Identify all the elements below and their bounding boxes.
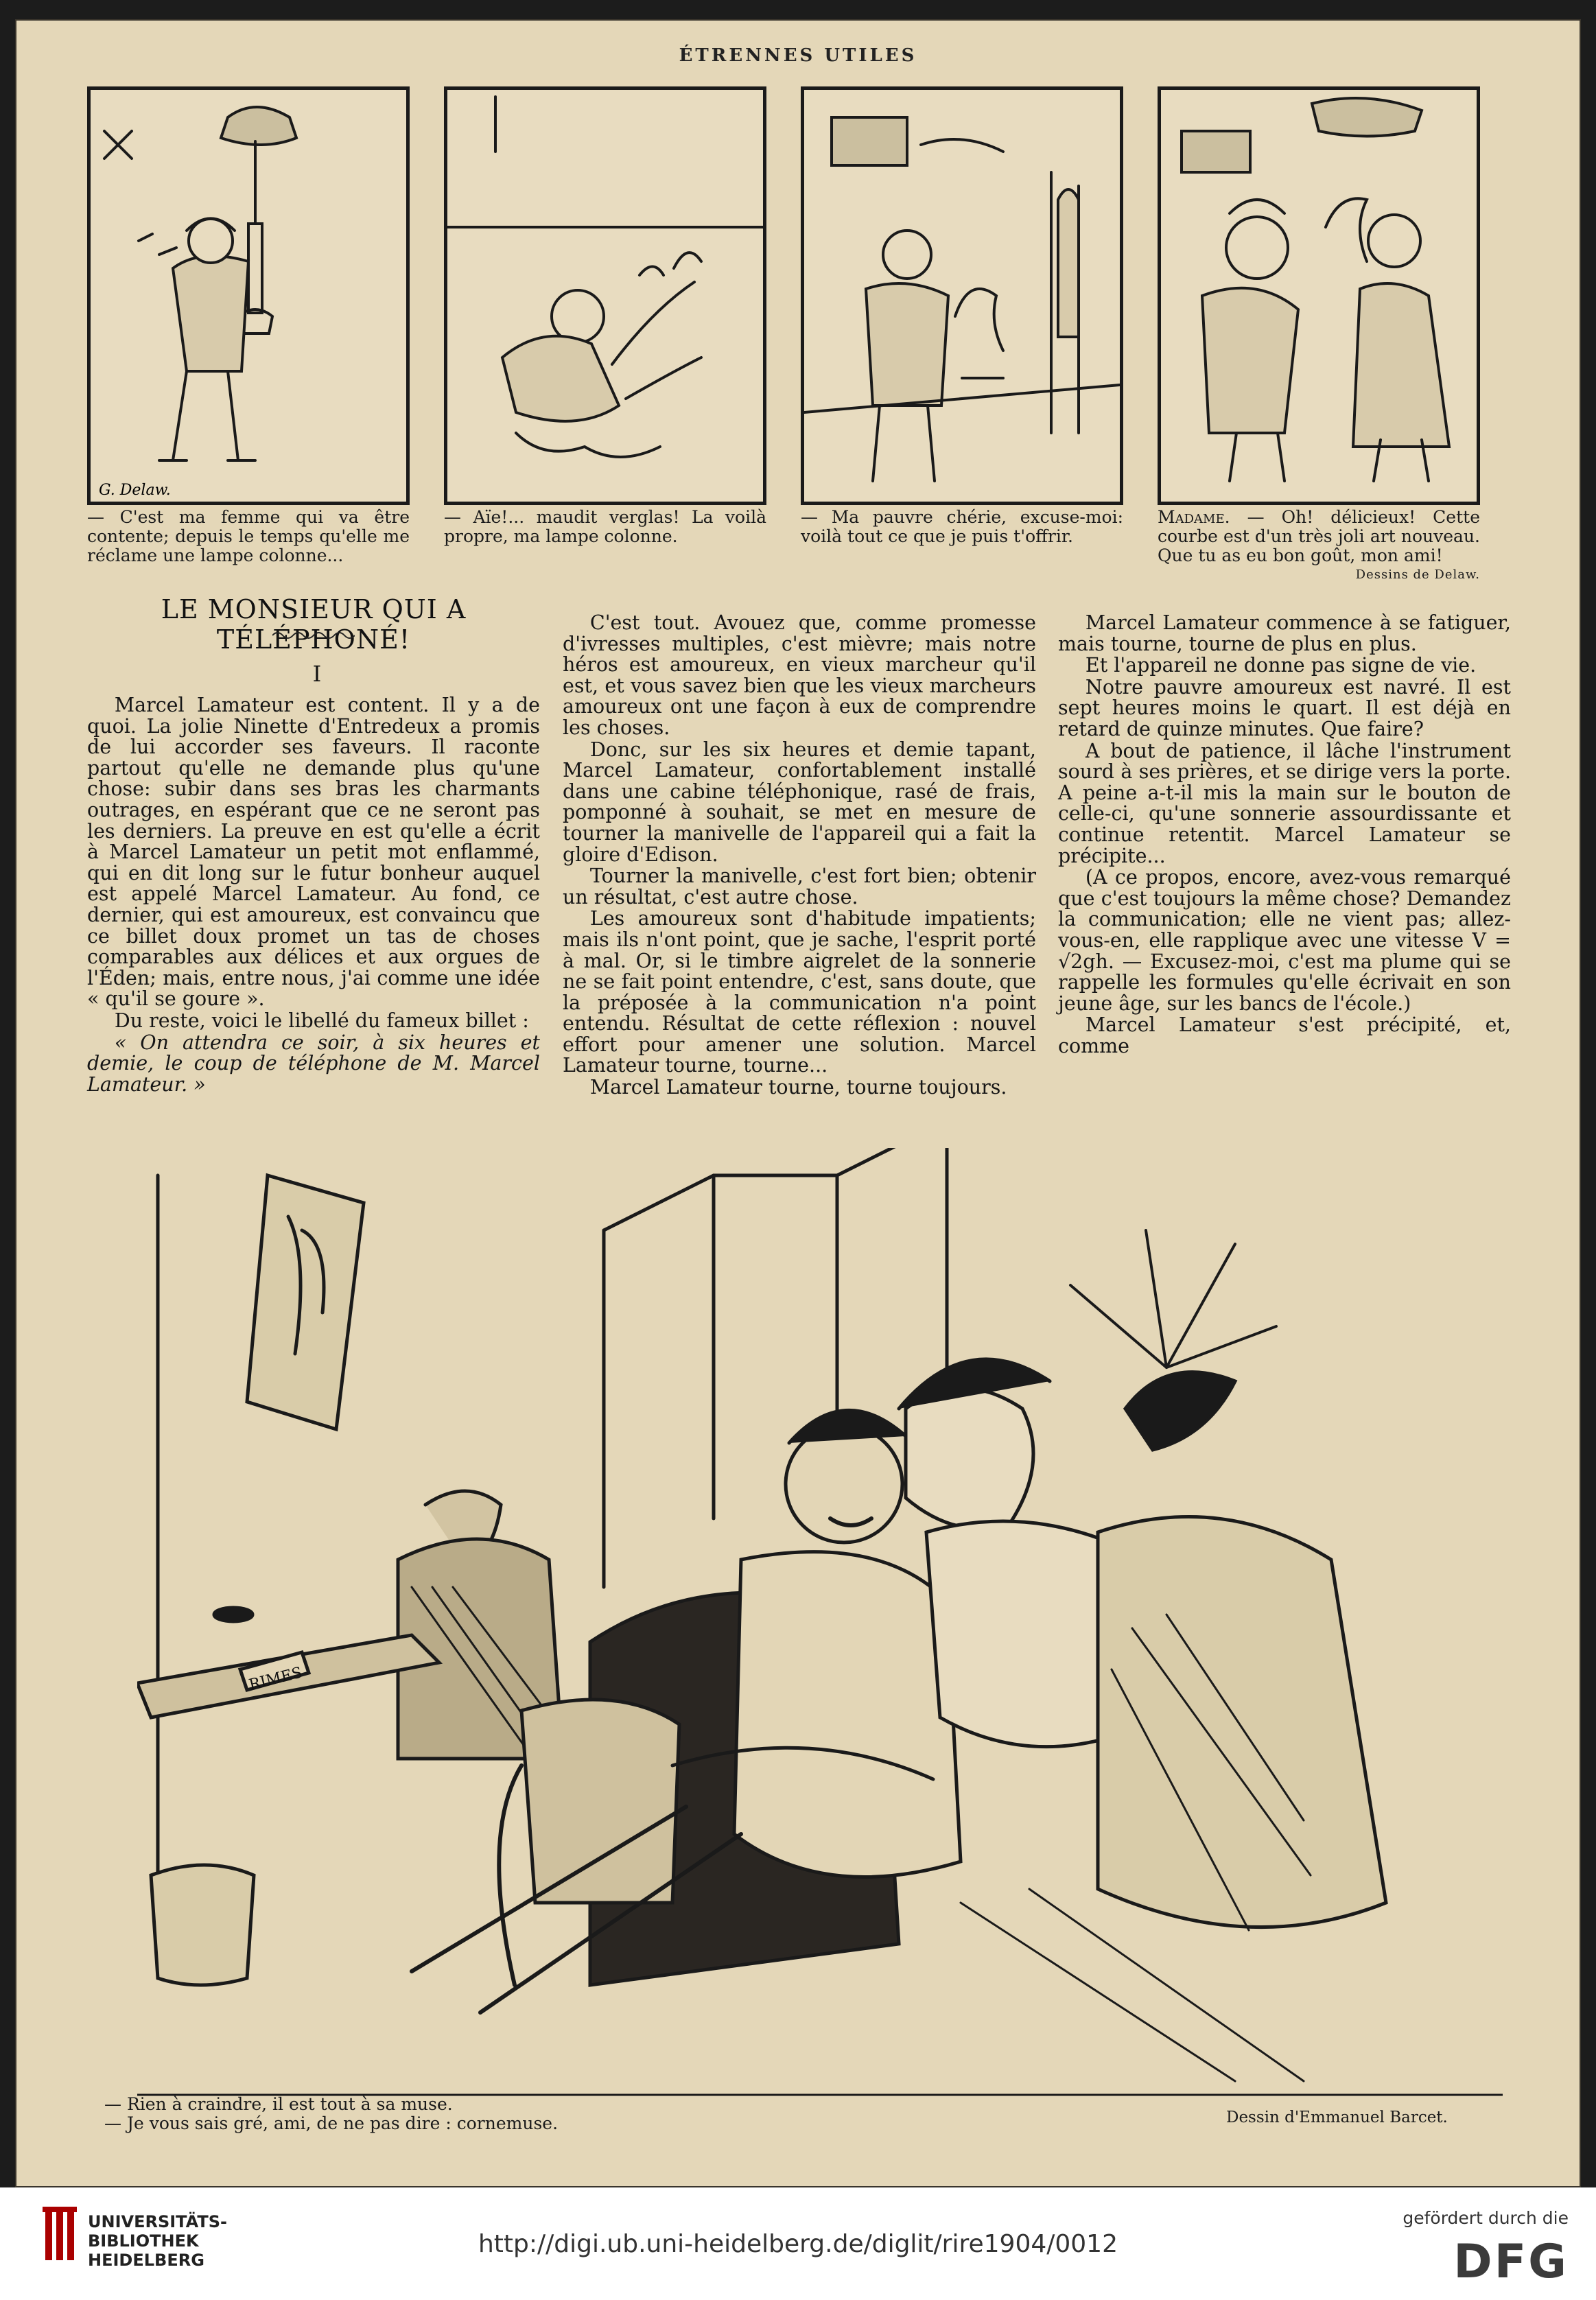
scanned-page [15, 19, 1581, 2187]
comic-panel-4 [1158, 86, 1480, 505]
col3-paragraph: Et l'appareil ne donne pas signe de vie. [1085, 654, 1477, 677]
col3-paragraph: (A ce propos, encore, avez-vous remarqué que c'est toujours la même chose? Demandez la communication; elle ne vient pas; allez-vous-en, elle rapplique avec une vitesse V = √2gh. — Excusez-moi, c'est ma plume qui se rappelle les formules qu'elle écrivait en son jeune âge, sur les bancs de l'école.) [1058, 866, 1511, 1015]
panel-4-caption-text: — Oh! délicieux! Cette courbe est d'un très joli art nouveau. Que tu as eu bon goût, mon ami! [1158, 507, 1480, 565]
col3-paragraph: Notre pauvre amoureux est navré. Il est sept heures moins le quart. Il est déjà en retard de quinze minutes. Que faire? [1058, 675, 1511, 740]
col2-paragraph: Donc, sur les six heures et demie tapant, Marcel Lamateur, confortablement installé dans une cabine téléphonique, rasé de frais, pomponné à souhait, se met en mesure de tourner la manivelle de l'appareil qui a fait la gloire d'Edison. [563, 738, 1036, 866]
illustration-drawing [137, 1148, 1503, 2119]
panel-3-drawing [804, 90, 1120, 502]
title-ornament [272, 629, 355, 642]
panel-1-drawing [91, 90, 406, 502]
funding-label: gefördert durch die [1403, 2208, 1569, 2228]
panel-4-drawing [1161, 90, 1477, 502]
panel-1-caption: — C'est ma femme qui va être contente; depuis le temps qu'elle me réclame une lampe colonne... [87, 507, 410, 565]
comic-panel-2 [444, 86, 766, 505]
col2-paragraph: Marcel Lamateur tourne, tourne toujours. [589, 1076, 1007, 1099]
section-number: I [312, 661, 322, 687]
article-column-1 [87, 695, 540, 1096]
article-column-3 [1058, 613, 1511, 1057]
comic-panel-1 [87, 86, 410, 505]
footer-bar [0, 2187, 1596, 2300]
col2-paragraph: Les amoureux sont d'habitude impatients; mais ils n'ont point, que je sache, l'esprit porté à mal. Or, si le timbre aigrelet de la sonnerie ne se fait point entendre, c'est, sans doute, que la préposée à la communication n'a point entendu. Résultat de cette réflexion : nouvel effort pour amener une solution. Marcel Lamateur tourne, tourne... [563, 907, 1036, 1077]
book-label: RIMES [247, 1664, 305, 1694]
article-column-2 [563, 613, 1036, 1099]
comic-panel-3 [801, 86, 1123, 505]
col3-paragraph: Marcel Lamateur s'est précipité, et, comme [1058, 1013, 1511, 1057]
col2-paragraph: Tourner la manivelle, c'est fort bien; obtenir un résultat, c'est autre chose. [563, 865, 1036, 908]
col3-paragraph: Marcel Lamateur commence à se fatiguer, mais tourne, tourne de plus en plus. [1058, 611, 1511, 655]
panel-4-caption-lead: Madame. [1158, 507, 1230, 527]
panel-3-caption: — Ma pauvre chérie, excuse-moi: voilà tout ce que je puis t'offrir. [801, 507, 1123, 546]
source-url-link[interactable]: http://digi.ub.uni-heidelberg.de/diglit/rire1904/0012 [478, 2230, 1118, 2258]
library-line-3: HEIDELBERG [88, 2251, 204, 2270]
running-title: ÉTRENNES UTILES [679, 45, 917, 66]
main-illustration [137, 1148, 1503, 2119]
panel-4-caption [1158, 508, 1480, 585]
col2-paragraph: C'est tout. Avouez que, comme promesse d'ivresses multiples, c'est mièvre; mais notre héros est amoureux, en vieux marcheur qu'il est, et vous savez bien que les vieux marcheurs amoureux ont une façon à eux de comprendre les choses. [563, 611, 1036, 739]
library-line-2: BIBLIOTHEK [88, 2231, 199, 2251]
col3-paragraph: A bout de patience, il lâche l'instrument sourd à ses prières, et se dirige vers la porte. A peine a-t-il mis la main sur le bouton de celle-ci, qu'une sonnerie assourdissante et continue retentit. Marcel Lamateur se précipite... [1058, 739, 1511, 867]
article-title: LE MONSIEUR QUI A TÉLÉPHONÉ! [161, 594, 467, 655]
panel-2-drawing [447, 90, 763, 502]
col1-paragraph: Du reste, voici le libellé du fameux billet : [114, 1009, 529, 1032]
illustration-caption-line-1: — Rien à craindre, il est tout à sa muse. [104, 2094, 453, 2114]
illustration-credit: Dessin d'Emmanuel Barcet. [1226, 2109, 1448, 2126]
col1-paragraph: Marcel Lamateur est content. Il y a de quoi. La jolie Ninette d'Entredeux a promis de lui accorder ses faveurs. Il raconte partout qu'elle ne demande plus qu'une chose: subir dans ses bras les charmants outrages, en espérant que ce ne seront pas les derniers. La preuve en est qu'elle a écrit à Marcel Lamateur un petit mot enflammé, qui en dit long sur le futur bonheur auquel est appelé Marcel Lamateur. Au fond, ce dernier, qui est amoureux, est convaincu que ce billet doux promet un tas de choses comparables aux délices et aux orgues de l'Éden; mais, entre nous, j'ai comme une idée « qu'il se goure ». [87, 694, 540, 1011]
library-line-1: UNIVERSITÄTS- [88, 2212, 228, 2231]
panel-2-caption: — Aïe!... maudit verglas! La voilà propre, ma lampe colonne. [444, 507, 766, 546]
illustration-caption-line-2: — Je vous sais gré, ami, de ne pas dire : cornemuse. [104, 2113, 559, 2133]
col1-quote: « On attendra ce soir, à six heures et demie, le coup de téléphone de M. Marcel Lamateur. » [87, 1031, 540, 1096]
panel-credit: Dessins de Delaw. [1355, 567, 1480, 582]
funder-logo: DFG [1453, 2235, 1569, 2289]
panel-1-signature: G. Delaw. [99, 482, 171, 499]
illustration-caption [104, 2095, 558, 2133]
